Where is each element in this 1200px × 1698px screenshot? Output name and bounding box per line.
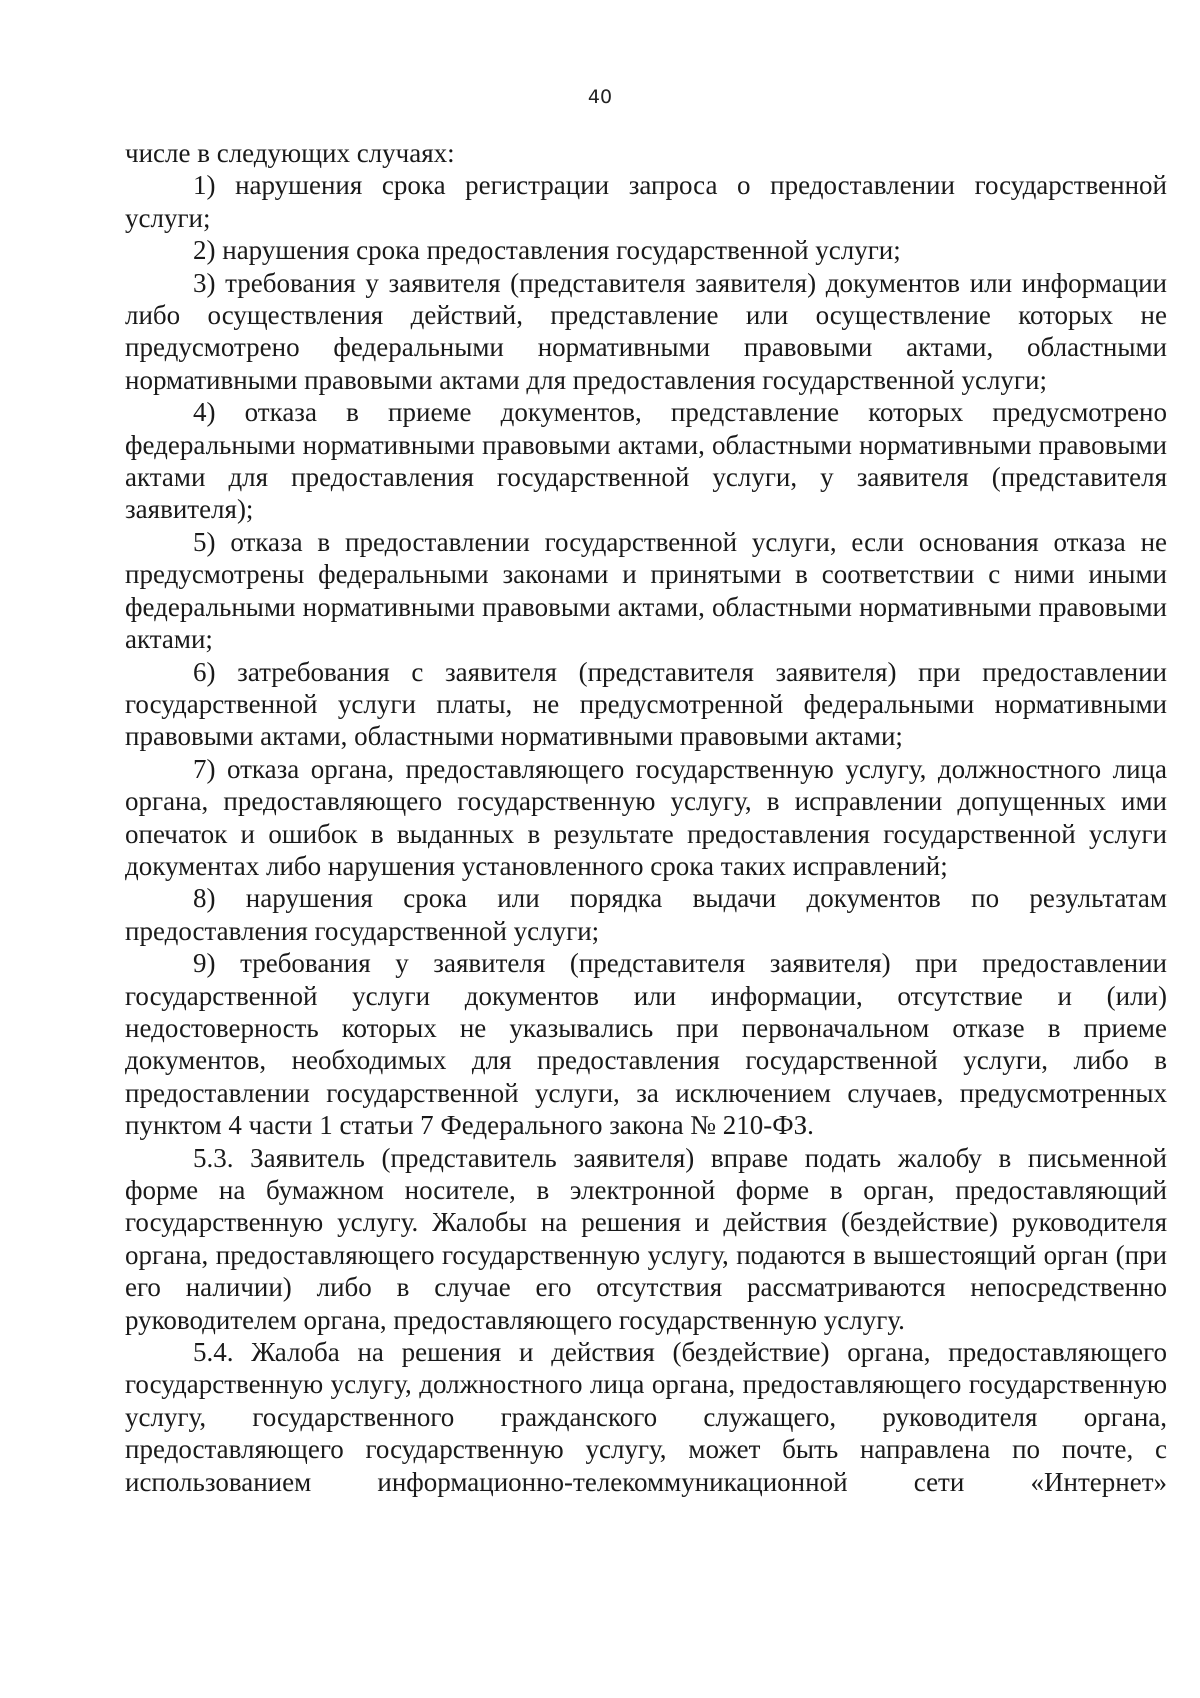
paragraph-item-1: 1) нарушения срока регистрации запроса о предоставлении государственной услуги; [125,170,1167,233]
document-body [125,137,1167,1498]
paragraph-5-4: 5.4. Жалоба на решения и действия (бездействие) органа, предоставляющего государственную услугу, должностного лица органа, предоставляющего государственную услугу, государственного гражданского служащего, руководителя органа, предоставляющего государственную услугу, может быть направлена по почте, с использованием информационно-телекоммуникационной сети «Интернет» [125,1337,1167,1497]
paragraph-item-6: 6) затребования с заявителя (представителя заявителя) при предоставлении государственной услуги платы, не предусмотренной федеральными нормативными правовыми актами, областными нормативными правовыми актами; [125,656,1167,752]
paragraph-item-7: 7) отказа органа, предоставляющего государственную услугу, должностного лица органа, предоставляющего государственную услугу, в исправлении допущенных ими опечаток и ошибок в выданных в результате предоставления государственной услуги документах либо нарушения установленного срока таких исправлений; [125,753,1167,881]
paragraph-item-5: 5) отказа в предоставлении государственной услуги, если основания отказа не предусмотрены федеральными законами и принятыми в соответствии с ними иными федеральными нормативными правовыми актами, областными нормативными правовыми актами; [125,526,1167,655]
page-number: 40 [587,86,613,108]
paragraph-intro: числе в следующих случаях: [125,138,455,168]
paragraph-item-4: 4) отказа в приеме документов, представление которых предусмотрено федеральными нормативными правовыми актами, областными нормативными правовыми актами для предоставления государственной услуги, у заявителя (представителя заявителя); [125,397,1167,525]
paragraph-5-3: 5.3. Заявитель (представитель заявителя) вправе подать жалобу в письменной форме на бумажном носителе, в электронной форме в орган, предоставляющий государственную услугу. Жалобы на решения и действия (бездействие) руководителя органа, предоставляющего государственную услугу, подаются в вышестоящий орган (при его наличии) либо в случае его отсутствия рассматриваются непосредственно руководителем органа, предоставляющего государственную услугу. [125,1142,1167,1335]
paragraph-item-3: 3) требования у заявителя (представителя заявителя) документов или информации либо осуществления действий, представление или осуществление которых не предусмотрено федеральными нормативными правовыми актами, областными нормативными правовыми актами для предоставления государственной услуги; [125,267,1167,395]
paragraph-item-9: 9) требования у заявителя (представителя заявителя) при предоставлении государственной услуги документов или информации, отсутствие и (или) недостоверность которых не указывались при первоначальном отказе в приеме документов, необходимых для предоставления государственной услуги, либо в предоставлении государственной услуги, за исключением случаев, предусмотренных пунктом 4 части 1 статьи 7 Федерального закона № 210-ФЗ. [125,948,1167,1141]
paragraph-item-2: 2) нарушения срока предоставления государственной услуги; [193,235,901,266]
paragraph-item-8: 8) нарушения срока или порядка выдачи документов по результатам предоставления государственной услуги; [125,883,1167,946]
